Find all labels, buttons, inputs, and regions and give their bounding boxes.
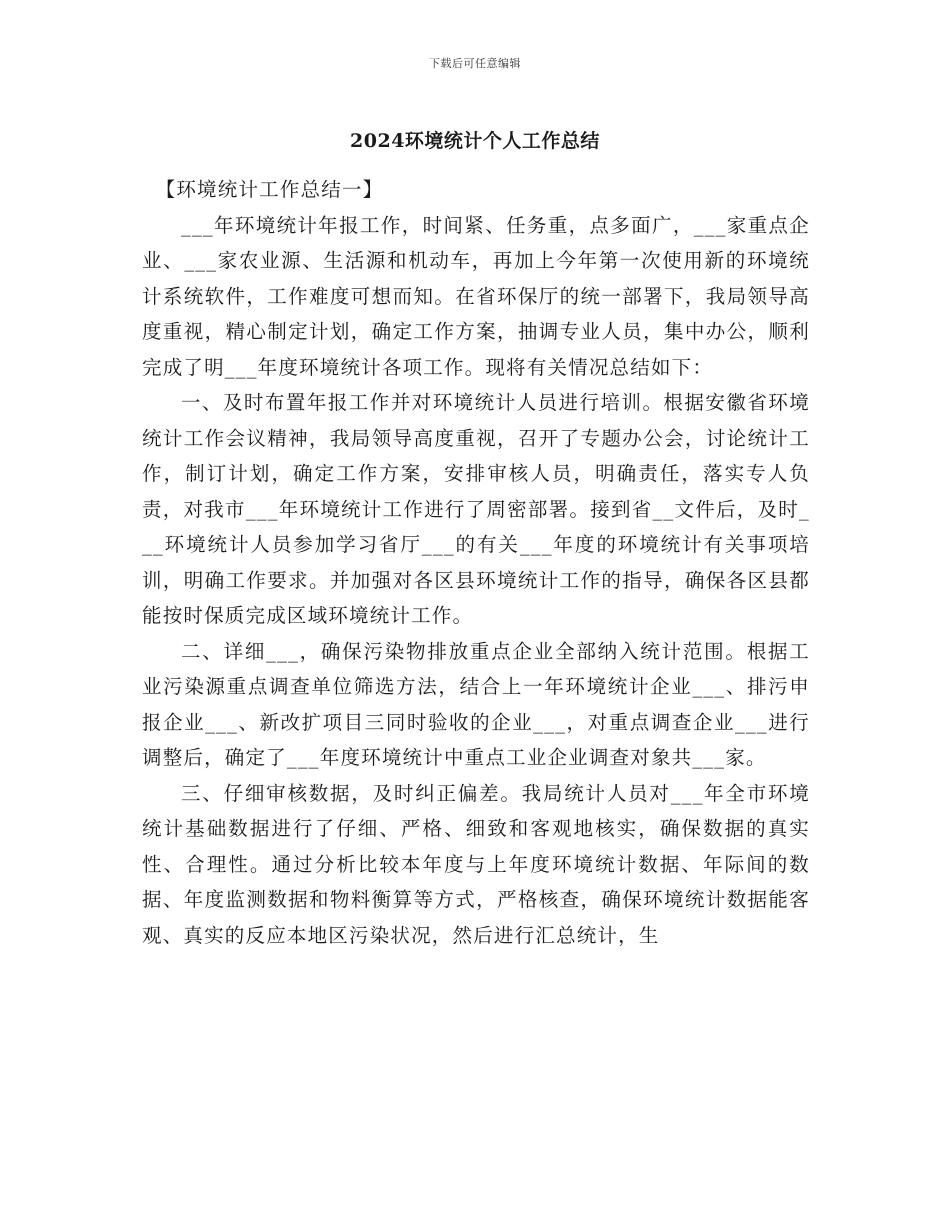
- paragraph-intro: ___年环境统计年报工作，时间紧、任务重，点多面广，___家重点企业、___家农业源、生活源和机动车，再加上今年第一次使用新的环境统计系统软件，工作难度可想而知。在省环保厅的统一部署下，我局领导高度重视，精心制定计划，确定工作方案，抽调专业人员，集中办公，顺利完成了明___年度环境统计各项工作。现将有关情况总结如下：: [142, 213, 810, 379]
- paragraph-section-2: 二、详细___，确保污染物排放重点企业全部纳入统计范围。根据工业污染源重点调查单位筛选方法，结合上一年环境统计企业___、排污申报企业___、新改扩项目三同时验收的企业___，对重点调查企业___进行调整后，确定了___年度环境统计中重点工业企业调查对象共___家。: [142, 639, 810, 769]
- document-title: 2024环境统计个人工作总结: [350, 130, 600, 152]
- paragraph-section-3: 三、仔细审核数据，及时纠正偏差。我局统计人员对___年全市环境统计基础数据进行了仔细、严格、细致和客观地核实，确保数据的真实性、合理性。通过分析比较本年度与上年度环境统计数据、年际间的数据、年度监测数据和物料衡算等方式，严格核查，确保环境统计数据能客观、真实的反应本地区污染状况，然后进行汇总统计，生: [142, 781, 810, 947]
- page-header-note: 下载后可任意编辑: [429, 57, 521, 70]
- section-heading: 【环境统计工作总结一】: [155, 178, 384, 201]
- document-body: [142, 172, 810, 953]
- paragraph-section-1: 一、及时布置年报工作并对环境统计人员进行培训。根据安徽省环境统计工作会议精神，我局领导高度重视，召开了专题办公会，讨论统计工作，制订计划，确定工作方案，安排审核人员，明确责任，落实专人负责，对我市___年环境统计工作进行了周密部署。接到省__文件后，及时___环境统计人员参加学习省厅___的有关___年度的环境统计有关事项培训，明确工作要求。并加强对各区县环境统计工作的指导，确保各区县都能按时保质完成区域环境统计工作。: [142, 391, 810, 627]
